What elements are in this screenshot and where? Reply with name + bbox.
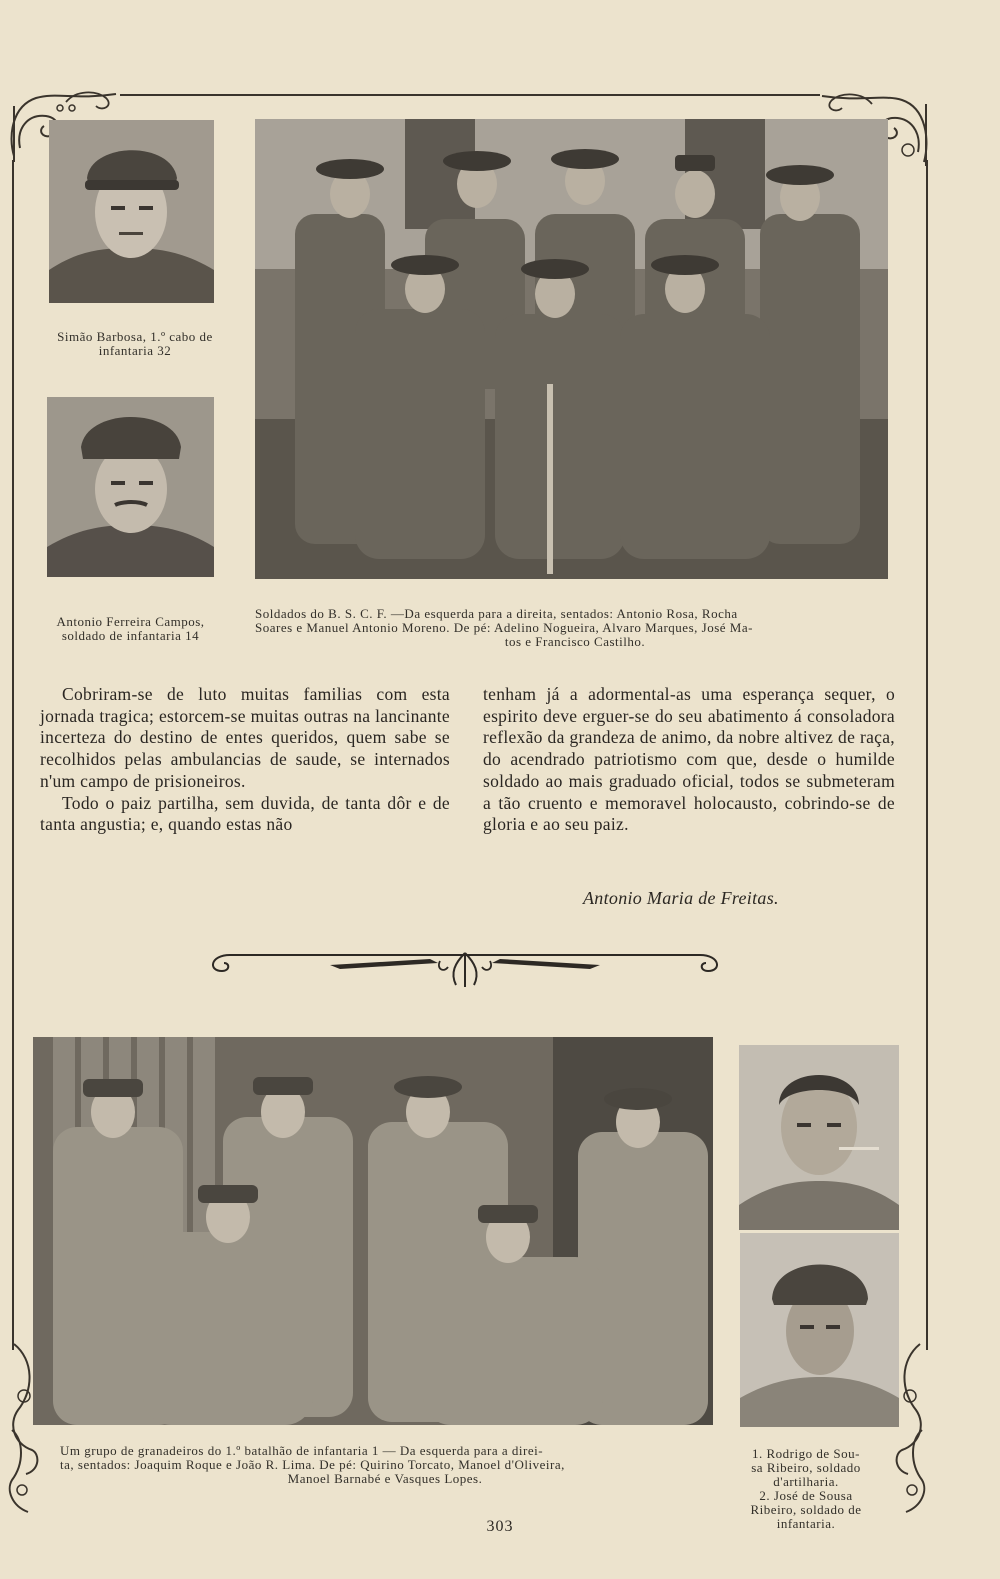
caption-line: Manoel Barnabé e Vasques Lopes.	[287, 1471, 483, 1486]
caption-granadeiros	[60, 1444, 710, 1486]
article-paragraph: Cobriram-se de luto muitas familias com esta jornada tragica; estorcem-se muitas outras na lancinante incerteza do destino de entes queridos, quem sabe se recolhidos pelas ambulancias de saude, se internados n'um campo de prisioneiros.	[40, 684, 450, 791]
article-column-right	[483, 684, 895, 836]
page-number: 303	[486, 1518, 514, 1535]
caption-line: d'artilharia.	[773, 1474, 839, 1489]
portrait-rodrigo-de-sousa-ribeiro	[739, 1045, 899, 1230]
article-paragraph: Todo o paiz partilha, sem duvida, de tanta dôr e de tanta angustia; e, quando estas não	[40, 792, 450, 835]
soldier-portrait-illustration	[740, 1233, 899, 1427]
caption-line: Soares e Manuel Antonio Moreno. De pé: Adelino Nogueira, Alvaro Marques, José Ma-	[255, 620, 753, 635]
soldier-portrait-illustration	[49, 120, 214, 303]
group-photo-bscf-soldiers	[255, 119, 888, 579]
caption-line: tos e Francisco Castilho.	[504, 634, 646, 649]
caption-simao-barbosa	[30, 330, 240, 358]
soldier-portrait-illustration	[47, 397, 214, 577]
article-paragraph: tenham já a adormental-as uma esperança sequer, o espirito deve erguer-se do seu abatimento á consoladora reflexão da grandeza de animo, da nobre altivez de raça, do acendrado patriotismo com que, desde o humilde soldado ao mais graduado oficial, todos se submeteram a tão cruento e memoravel holocausto, cobrindo-se de gloria e ao seu paiz.	[483, 684, 895, 835]
caption-line: infantaria 32	[98, 343, 172, 358]
caption-line: Simão Barbosa, 1.º cabo de	[57, 329, 213, 344]
caption-line: ta, sentados: Joaquim Roque e João R. Lima. De pé: Quirino Torcato, Manoel d'Oliveira,	[60, 1457, 565, 1472]
caption-line: Ribeiro, soldado de	[750, 1502, 862, 1517]
decorative-divider	[200, 943, 730, 993]
caption-line: infantaria.	[776, 1516, 836, 1531]
soldier-portrait-illustration	[739, 1045, 899, 1230]
caption-bscf-soldiers	[255, 607, 895, 649]
caption-line: Soldados do B. S. C. F. —Da esquerda para a direita, sentados: Antonio Rosa, Rocha	[255, 606, 738, 621]
article-signature: Antonio Maria de Freitas.	[583, 888, 779, 908]
right-border-rule	[926, 160, 928, 1350]
group-photo-granadeiros	[33, 1037, 713, 1425]
portrait-jose-de-sousa-ribeiro	[740, 1233, 899, 1427]
group-photo-illustration	[33, 1037, 713, 1425]
caption-line: sa Ribeiro, soldado	[751, 1460, 861, 1475]
caption-line: soldado de infantaria 14	[61, 628, 200, 643]
portrait-antonio-ferreira-campos	[47, 397, 214, 577]
article-column-left	[40, 684, 450, 836]
caption-line: 1. Rodrigo de Sou-	[752, 1446, 860, 1461]
top-border-rule	[120, 94, 820, 96]
caption-antonio-ferreira-campos	[18, 615, 243, 643]
portrait-simao-barbosa	[49, 120, 214, 303]
caption-line: Antonio Ferreira Campos,	[56, 614, 205, 629]
group-photo-illustration	[255, 119, 888, 579]
caption-line: Um grupo de granadeiros do 1.º batalhão de infantaria 1 — Da esquerda para a direi-	[60, 1443, 544, 1458]
caption-line: 2. José de Sousa	[759, 1488, 853, 1503]
left-border-rule	[12, 160, 14, 1350]
